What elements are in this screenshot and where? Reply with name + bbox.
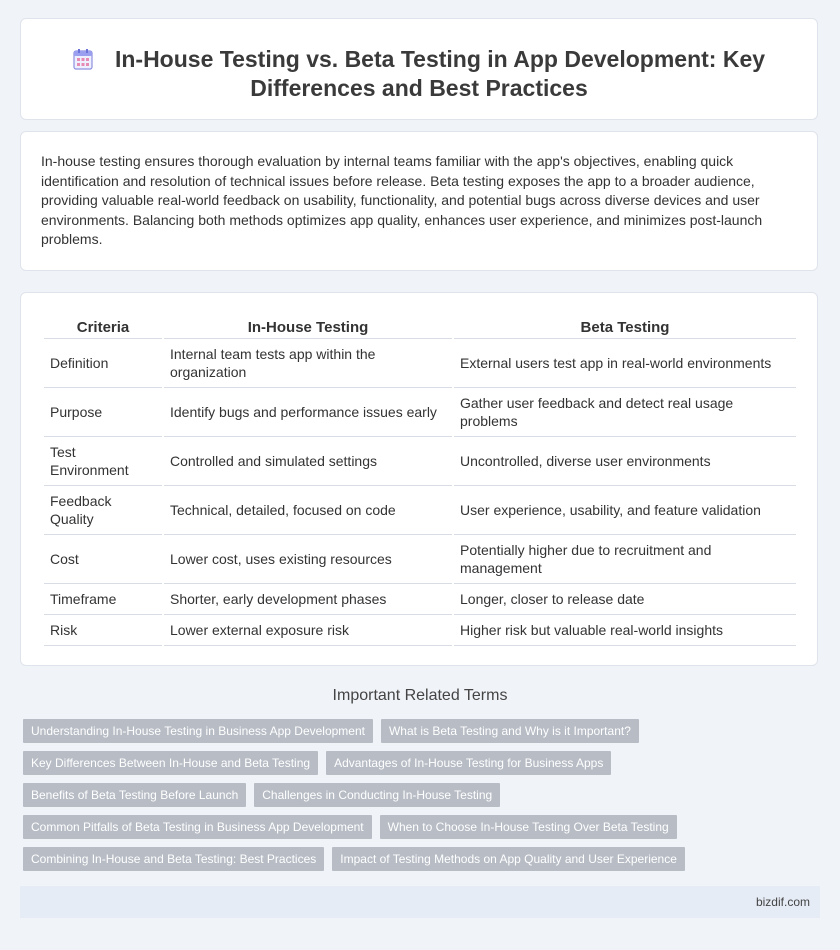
related-terms-heading: Important Related Terms bbox=[332, 687, 508, 704]
table-cell: Feedback Quality bbox=[44, 486, 162, 535]
title-card bbox=[20, 18, 818, 120]
related-term-link[interactable]: Key Differences Between In-House and Beta Testing bbox=[23, 751, 318, 775]
column-header-beta: Beta Testing bbox=[454, 314, 796, 339]
page-title-text: In-House Testing vs. Beta Testing in App Development: Key Differences and Best Practices bbox=[114, 46, 766, 101]
table-cell: Test Environment bbox=[44, 437, 162, 486]
related-term-link[interactable]: Combining In-House and Beta Testing: Best Practices bbox=[23, 847, 324, 871]
table-cell: Controlled and simulated settings bbox=[164, 437, 452, 486]
related-term-link[interactable]: Understanding In-House Testing in Business App Development bbox=[23, 719, 373, 743]
table-cell: Lower external exposure risk bbox=[164, 615, 452, 646]
table-cell: Longer, closer to release date bbox=[454, 584, 796, 615]
comparison-card bbox=[20, 292, 818, 666]
table-row bbox=[44, 339, 796, 388]
related-term-link[interactable]: Benefits of Beta Testing Before Launch bbox=[23, 783, 246, 807]
table-row bbox=[44, 486, 796, 535]
page-title bbox=[39, 45, 799, 103]
table-cell: User experience, usability, and feature validation bbox=[454, 486, 796, 535]
comparison-table bbox=[42, 314, 798, 646]
intro-card bbox=[20, 131, 818, 271]
intro-paragraph: In-house testing ensures thorough evaluation by internal teams familiar with the app's objectives, enabling quick identification and resolution of technical issues before release. Beta testing exposes the app to a broader audience, providing valuable real-world feedback on usability, functionality, and potential bugs across diverse devices and user environments. Balancing both methods optimizes app quality, enhances user experience, and minimizes post-launch problems. bbox=[41, 153, 763, 248]
table-cell: External users test app in real-world environments bbox=[454, 339, 796, 388]
table-cell: Identify bugs and performance issues early bbox=[164, 388, 452, 437]
related-term-link[interactable]: Common Pitfalls of Beta Testing in Business App Development bbox=[23, 815, 372, 839]
table-row bbox=[44, 584, 796, 615]
table-cell: Technical, detailed, focused on code bbox=[164, 486, 452, 535]
table-cell: Potentially higher due to recruitment and management bbox=[454, 535, 796, 584]
table-header-row bbox=[44, 314, 796, 339]
table-cell: Cost bbox=[44, 535, 162, 584]
table-row bbox=[44, 437, 796, 486]
column-header-criteria: Criteria bbox=[44, 314, 162, 339]
footer-brand[interactable]: bizdif.com bbox=[755, 895, 810, 909]
calendar-icon bbox=[73, 48, 93, 70]
related-term-link[interactable]: What is Beta Testing and Why is it Important? bbox=[381, 719, 639, 743]
table-cell: Shorter, early development phases bbox=[164, 584, 452, 615]
table-cell: Definition bbox=[44, 339, 162, 388]
related-term-link[interactable]: Impact of Testing Methods on App Quality and User Experience bbox=[332, 847, 685, 871]
column-header-in-house: In-House Testing bbox=[164, 314, 452, 339]
related-term-link[interactable]: Advantages of In-House Testing for Business Apps bbox=[326, 751, 611, 775]
table-cell: Timeframe bbox=[44, 584, 162, 615]
table-row bbox=[44, 535, 796, 584]
table-cell: Higher risk but valuable real-world insights bbox=[454, 615, 796, 646]
table-cell: Internal team tests app within the organization bbox=[164, 339, 452, 388]
related-term-link[interactable]: When to Choose In-House Testing Over Beta Testing bbox=[380, 815, 677, 839]
table-cell: Uncontrolled, diverse user environments bbox=[454, 437, 796, 486]
table-cell: Risk bbox=[44, 615, 162, 646]
related-terms-list bbox=[23, 719, 723, 879]
related-term-link[interactable]: Challenges in Conducting In-House Testing bbox=[254, 783, 500, 807]
table-cell: Purpose bbox=[44, 388, 162, 437]
table-row bbox=[44, 615, 796, 646]
table-cell: Lower cost, uses existing resources bbox=[164, 535, 452, 584]
table-cell: Gather user feedback and detect real usage problems bbox=[454, 388, 796, 437]
footer bbox=[20, 886, 820, 918]
table-row bbox=[44, 388, 796, 437]
